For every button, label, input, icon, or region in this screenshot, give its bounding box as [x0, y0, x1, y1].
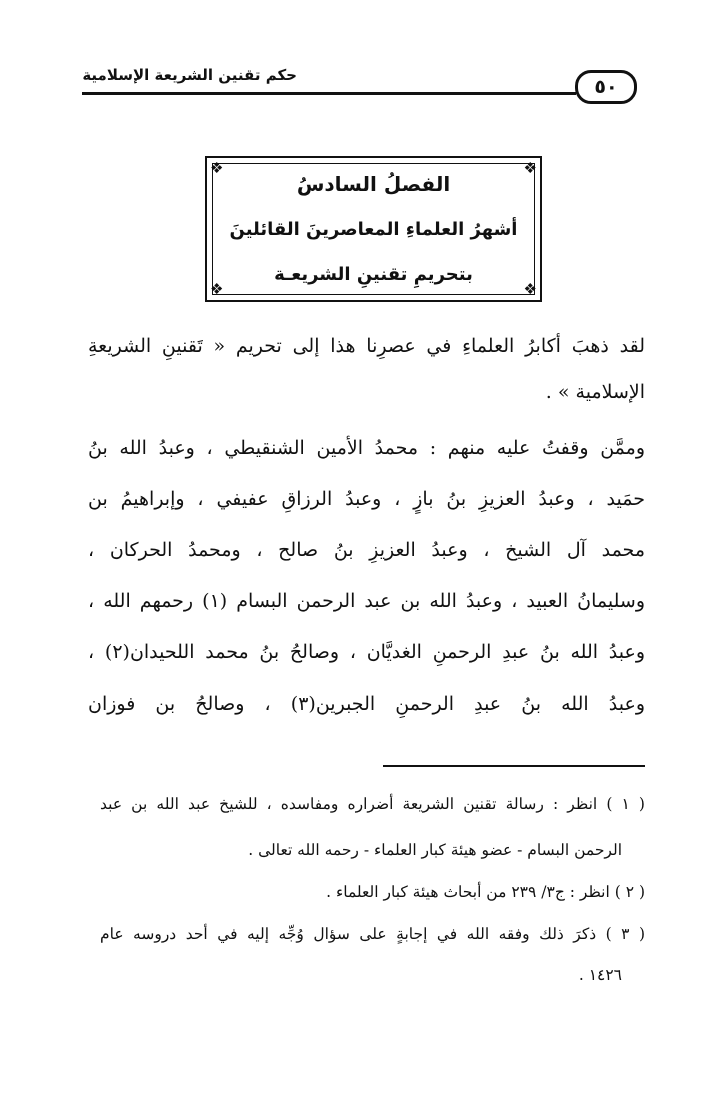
body-text-line: محمد آل الشيخ ، وعبدُ العزيزِ بنُ صالح ، ومحمدُ الحركان ، — [88, 539, 645, 561]
chapter-number: الفصلُ السادسُ — [296, 172, 451, 196]
body-text-line: الإسلامية » . — [545, 381, 645, 403]
footnote-line: الرحمن البسام - عضو هيئة كبار العلماء - رحمه الله تعالى . — [248, 841, 622, 859]
footnote-line: ( ١ ) انظر : رسالة تقنين الشريعة أضراره ومفاسده ، للشيخ عبد الله بن عبد — [100, 795, 645, 813]
page-number-badge — [575, 70, 637, 104]
body-text-line: وسليمانُ العبيد ، وعبدُ الله بن عبد الرحمن البسام (١) رحمهم الله ، — [88, 590, 645, 612]
header-rule — [82, 92, 576, 95]
corner-ornament-icon: ❖ — [210, 159, 224, 177]
footnote-line: ( ٢ ) انظر : ج٣/ ٢٣٩ من أبحاث هيئة كبار العلماء . — [326, 883, 645, 901]
page-number: ٥٠ — [594, 76, 618, 98]
body-text-line: وممَّن وقفتُ عليه منهم : محمدُ الأمين الشنقيطي ، وعبدُ الله بنُ — [88, 437, 645, 459]
body-text-line: لقد ذهبَ أكابرُ العلماءِ في عصرِنا هذا إلى تحريم « تَقنينِ الشريعةِ — [88, 335, 645, 357]
footnote-separator — [383, 765, 645, 767]
chapter-title-box — [205, 156, 542, 302]
chapter-title-line-2: بتحريمِ تقنينِ الشريعـة — [274, 264, 473, 285]
footnote-line: ١٤٢٦ . — [578, 966, 622, 984]
body-text-line: وعبدُ الله بنُ عبدِ الرحمنِ الجبرين(٣) ، وصالحُ بن فوزان — [88, 693, 645, 715]
footnote-line: ( ٣ ) ذكرَ ذلك وفقه الله في إجابةٍ على سؤال وُجِّه إليه في أحد دروسه عام — [100, 925, 645, 943]
corner-ornament-icon: ❖ — [523, 280, 537, 298]
corner-ornament-icon: ❖ — [523, 159, 537, 177]
body-text-line: حمَيد ، وعبدُ العزيزِ بنُ بازٍ ، وعبدُ الرزاقِ عفيفي ، وإبراهيمُ بن — [88, 488, 645, 510]
running-header-title: حكم تقنين الشريعة الإسلامية — [82, 66, 297, 84]
chapter-title-line-1: أشهرُ العلماءِ المعاصرينَ القائلينَ — [229, 219, 518, 240]
corner-ornament-icon: ❖ — [210, 280, 224, 298]
body-text-line: وعبدُ الله بنُ عبدِ الرحمنِ الغديَّان ، وصالحُ بنُ محمد اللحيدان(٢) ، — [88, 641, 646, 663]
